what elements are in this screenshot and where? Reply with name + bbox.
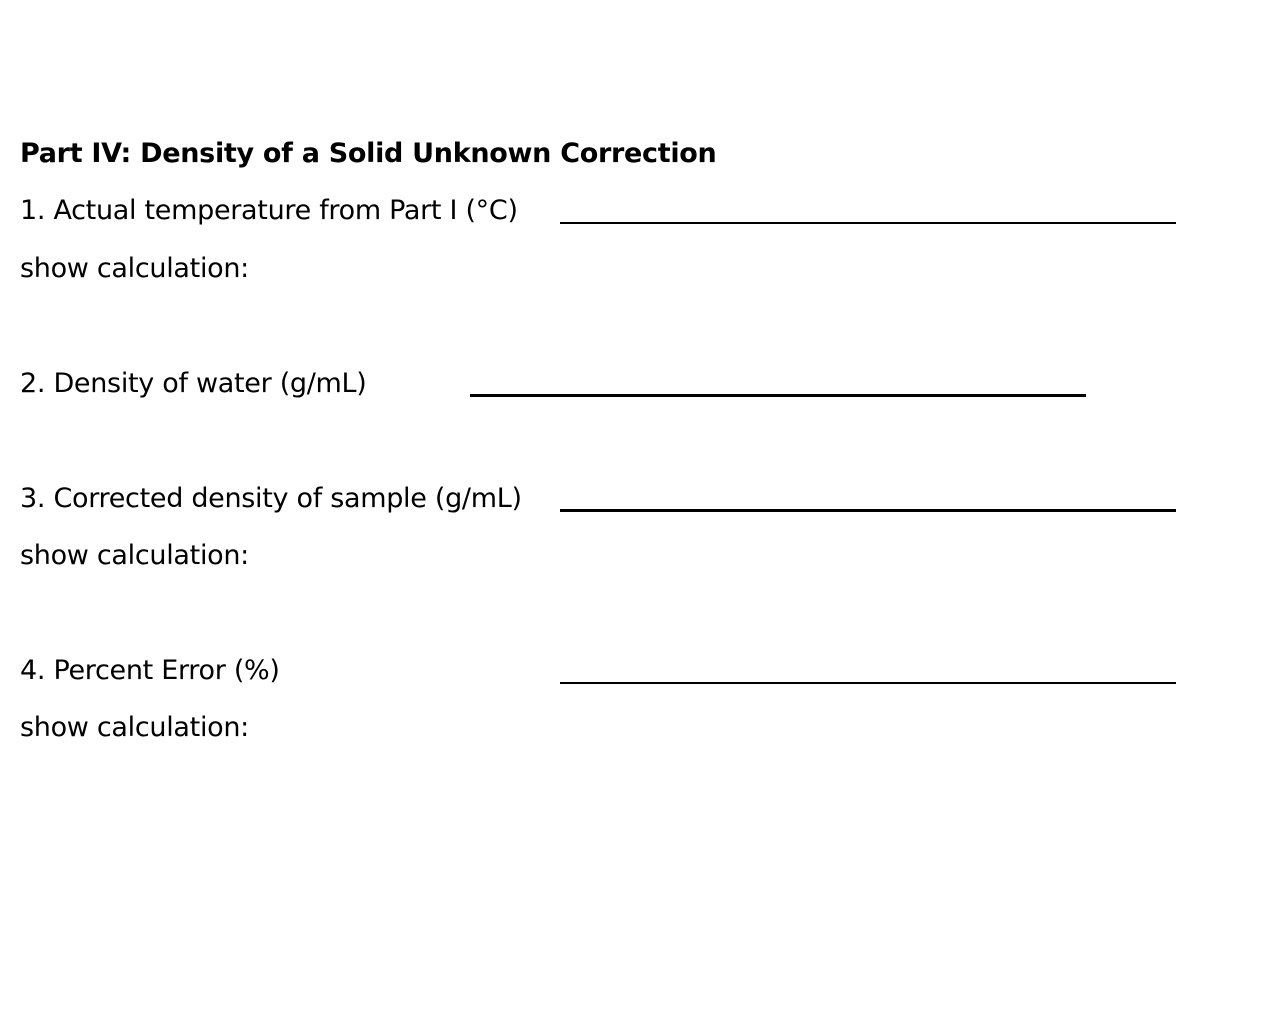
question-2-label: 2. Density of water (g/mL) [20, 368, 367, 399]
question-3-calculation-note: show calculation: [20, 540, 249, 571]
question-4-label: 4. Percent Error (%) [20, 655, 280, 686]
question-1-label: 1. Actual temperature from Part I (°C) [20, 195, 518, 226]
question-2-answer-line[interactable] [470, 394, 1086, 397]
question-3-label: 3. Corrected density of sample (g/mL) [20, 483, 522, 514]
section-title: Part IV: Density of a Solid Unknown Correction [20, 138, 717, 169]
question-4-answer-line[interactable] [560, 682, 1176, 684]
question-1-answer-line[interactable] [560, 222, 1176, 224]
question-3-answer-line[interactable] [560, 509, 1176, 512]
question-1-calculation-note: show calculation: [20, 253, 249, 284]
question-4-calculation-note: show calculation: [20, 712, 249, 743]
